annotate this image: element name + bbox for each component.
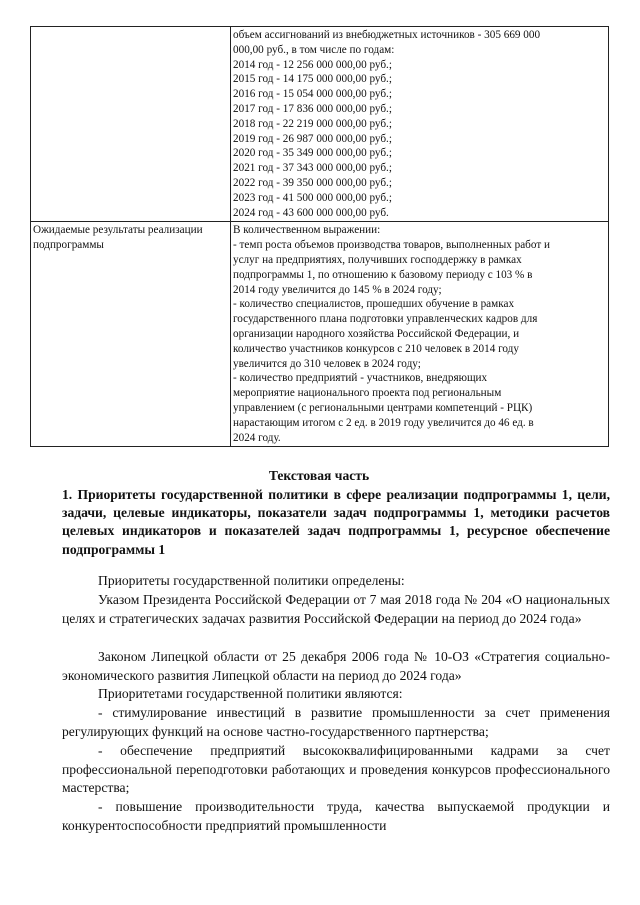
row2-right-cell	[231, 222, 609, 447]
section-heading: 1. Приоритеты государственной политики в сфере реализации подпрограммы 1, цели, задачи, целевые индикаторы, показатели задач подпрограммы 1, методики расчетов целевых индикаторов и показателей задач подпрограммы 1, ресурсное обеспечение подпрограммы 1	[62, 487, 610, 557]
cell-text-line: 2021 год - 37 343 000 000,00 руб.;	[233, 162, 392, 175]
cell-text-line: объем ассигнований из внебюджетных источников - 305 669 000	[233, 29, 541, 41]
cell-text-line: - количество специалистов, прошедших обучение в рамках	[233, 298, 515, 311]
cell-text-line: 2014 году увеличится до 145 % в 2024 году;	[233, 283, 442, 296]
cell-text-line: 2022 год - 39 350 000 000,00 руб.;	[233, 176, 392, 189]
cell-text-line: 2019 год - 26 987 000 000,00 руб.;	[233, 132, 392, 145]
cell-text-line: - количество предприятий - участников, внедряющих	[233, 372, 488, 385]
row2-left-cell	[31, 222, 231, 447]
paragraph: Законом Липецкой области от 25 декабря 2006 года № 10-ОЗ «Стратегия социально-экономического развития Липецкой области на период до 2024 года»	[62, 649, 610, 683]
cell-text-line: 2015 год - 14 175 000 000,00 руб.;	[233, 73, 392, 86]
cell-text-line: 2024 год - 43 600 000 000,00 руб.	[233, 206, 389, 219]
row1-right-cell	[231, 27, 609, 222]
cell-text-line: В количественном выражении:	[233, 224, 381, 237]
cell-text-line: 2017 год - 17 836 000 000,00 руб.;	[233, 102, 392, 115]
cell-text-line: нарастающим итогом с 2 ед. в 2019 году увеличится до 46 ед. в	[233, 416, 534, 429]
cell-text-line: управлением (с региональными центрами компетенций - РЦК)	[233, 401, 533, 414]
cell-text-line: 2023 год - 41 500 000 000,00 руб.;	[233, 191, 392, 204]
paragraph: - повышение производительности труда, качества выпускаемой продукции и конкурентоспособности предприятий промышленности	[62, 799, 610, 833]
section-title: Текстовая часть	[268, 468, 370, 483]
cell-text-line: - темп роста объемов производства товаров, выполненных работ и	[233, 239, 550, 252]
cell-text-line: 2024 году.	[233, 431, 281, 444]
paragraph: Указом Президента Российской Федерации от 7 мая 2018 года № 204 «О национальных целях и стратегических задачах развития Российской Федерации на период до 2024 года»	[62, 592, 610, 626]
cell-text-line: мероприятие национального проекта под региональным	[233, 387, 502, 400]
cell-text-line: 000,00 руб., в том числе по годам:	[233, 43, 395, 56]
table-row	[31, 27, 609, 222]
paragraph: Приоритетами государственной политики являются:	[98, 686, 403, 701]
cell-text-line: 2016 год - 15 054 000 000,00 руб.;	[233, 88, 392, 101]
paragraph: - стимулирование инвестиций в развитие промышленности за счет применения регулирующих функций на основе частно-государственного партнерства;	[62, 705, 610, 739]
cell-text-line: количество участников конкурсов с 210 человек в 2014 году	[233, 342, 519, 355]
cell-text-line: государственного плана подготовки управленческих кадров для	[233, 313, 538, 326]
cell-text-line: Ожидаемые результаты реализации	[33, 224, 203, 237]
cell-text-line: увеличится до 310 человек в 2024 году;	[233, 357, 421, 370]
cell-text-line: 2014 год - 12 256 000 000,00 руб.;	[233, 58, 392, 71]
cell-text-line: услуг на предприятиях, получивших господдержку в рамках	[233, 253, 522, 266]
cell-text-line: подпрограммы	[33, 239, 104, 252]
table-row	[31, 222, 609, 447]
row1-left-cell	[31, 27, 231, 222]
paragraph: Приоритеты государственной политики определены:	[98, 573, 405, 588]
passport-table	[30, 26, 609, 447]
paragraph: - обеспечение предприятий высококвалифицированными кадрами за счет профессиональной переподготовки работающих и проведения конкурсов профессионального мастерства;	[62, 743, 610, 796]
cell-text-line: организации народного хозяйства Российской Федерации, и	[233, 327, 520, 340]
cell-text-line: 2020 год - 35 349 000 000,00 руб.;	[233, 147, 392, 160]
cell-text-line: подпрограммы 1, по отношению к базовому периоду с 103 % в	[233, 268, 533, 281]
cell-text-line: 2018 год - 22 219 000 000,00 руб.;	[233, 117, 392, 130]
